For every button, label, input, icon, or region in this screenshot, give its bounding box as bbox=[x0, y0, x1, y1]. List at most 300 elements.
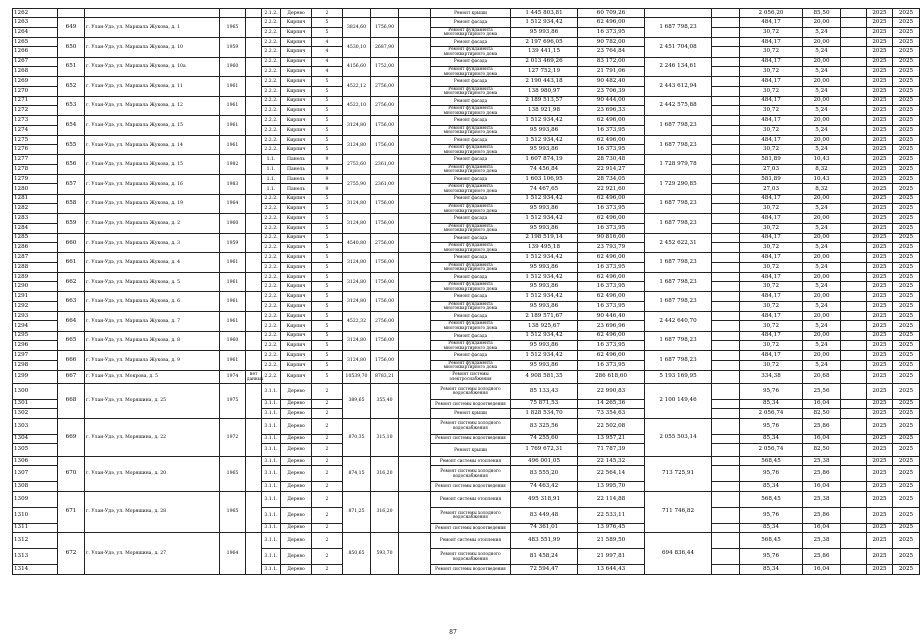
empty-cell bbox=[712, 434, 740, 443]
empty-cell bbox=[841, 482, 867, 491]
address-cell: г. Улан-Удэ, ул. Моряшина, д. 27 bbox=[85, 533, 220, 574]
wall-material-cell: Дерево bbox=[281, 434, 312, 443]
year-end-cell: 2025 bbox=[893, 37, 920, 46]
empty-cell bbox=[712, 66, 740, 76]
unit-cost-cell: 30,72 bbox=[740, 47, 803, 57]
year-start-cell: 2025 bbox=[867, 145, 893, 155]
empty-cell bbox=[399, 253, 431, 273]
row-number-cell: 1276 bbox=[13, 145, 58, 155]
work-type-cell: Ремонт системы холодного водоснабжения bbox=[431, 507, 511, 523]
cost-secondary-cell: 71 787,39 bbox=[578, 443, 645, 456]
unit-cost-cell: 30,72 bbox=[740, 86, 803, 96]
cost-cell: 1 445 803,81 bbox=[511, 9, 578, 18]
wall-material-cell: Дерево bbox=[281, 523, 312, 532]
address-cell: г. Улан-Удэ, ул. Маршала Жукова, д. 19 bbox=[85, 194, 220, 214]
unit-cost-cell: 581,89 bbox=[740, 175, 803, 184]
year-end-cell: 2025 bbox=[893, 66, 920, 76]
wall-material-cell: Дерево bbox=[281, 443, 312, 456]
category-cell: 2.2.2. bbox=[262, 262, 281, 272]
wall-material-cell: Дерево bbox=[281, 507, 312, 523]
address-cell: г. Улан-Удэ, ул. Маршала Жукова, д. 15 bbox=[85, 116, 220, 136]
year-start-cell: 2025 bbox=[867, 243, 893, 253]
year-start-cell: 2025 bbox=[867, 383, 893, 399]
floors-cell: 2 bbox=[312, 507, 343, 523]
address-cell: г. Улан-Удэ, ул. Маршала Жукова, д. 8 bbox=[85, 331, 220, 351]
unit-cost-cell: 334,38 bbox=[740, 370, 803, 383]
wall-material-cell: Панель bbox=[281, 155, 312, 164]
total-cost-cell: 2 452 622,31 bbox=[645, 233, 712, 253]
work-type-cell: Ремонт фасада bbox=[431, 57, 511, 66]
unit-cost-secondary-cell: 20,00 bbox=[803, 96, 841, 105]
cost-cell: 81 458,24 bbox=[511, 549, 578, 565]
empty-cell bbox=[399, 116, 431, 136]
unit-cost-secondary-cell: 5,24 bbox=[803, 223, 841, 233]
empty-cell bbox=[399, 351, 431, 371]
work-type-cell: Ремонт крыши bbox=[431, 9, 511, 18]
year-end-cell: 2025 bbox=[893, 341, 920, 351]
category-cell: 1.1. bbox=[262, 164, 281, 174]
work-type-cell: Ремонт фасада bbox=[431, 77, 511, 86]
year-start-cell: 2025 bbox=[867, 443, 893, 456]
cost-cell: 1 512 934,42 bbox=[511, 18, 578, 27]
work-type-cell: Ремонт крыши bbox=[431, 409, 511, 418]
unit-cost-secondary-cell: 20,00 bbox=[803, 312, 841, 321]
empty-cell bbox=[841, 9, 867, 18]
year-end-cell: 2025 bbox=[893, 223, 920, 233]
category-cell: 2.2.2. bbox=[262, 321, 281, 331]
work-type-cell: Ремонт фасада bbox=[431, 37, 511, 46]
build-year-cell: 1965 bbox=[220, 18, 246, 38]
wall-material-cell: Кирпич bbox=[281, 145, 312, 155]
cost-secondary-cell: 62 496,00 bbox=[578, 135, 645, 144]
year-start-cell: 2025 bbox=[867, 57, 893, 66]
cost-cell: 74 467,65 bbox=[511, 184, 578, 194]
empty-cell bbox=[841, 491, 867, 507]
work-type-cell: Ремонт фундамента многоквартирного дома bbox=[431, 184, 511, 194]
cost-cell: 83 555,20 bbox=[511, 466, 578, 482]
empty-cell bbox=[712, 549, 740, 565]
unit-cost-secondary-cell: 20,00 bbox=[803, 292, 841, 301]
unit-cost-cell: 484,17 bbox=[740, 214, 803, 223]
wall-material-cell: Кирпич bbox=[281, 282, 312, 292]
wall-material-cell: Кирпич bbox=[281, 321, 312, 331]
cost-secondary-cell: 14 265,36 bbox=[578, 399, 645, 408]
unit-cost-secondary-cell: 16,04 bbox=[803, 523, 841, 532]
year-start-cell: 2025 bbox=[867, 18, 893, 27]
row-number-cell: 1312 bbox=[13, 533, 58, 549]
cost-cell: 95 993,86 bbox=[511, 360, 578, 370]
empty-cell bbox=[712, 27, 740, 37]
floors-cell: 5 bbox=[312, 27, 343, 37]
building-number-cell: 660 bbox=[58, 233, 85, 253]
work-type-cell: Ремонт фасада bbox=[431, 312, 511, 321]
extra-info-cell bbox=[246, 233, 262, 253]
total-cost-cell bbox=[645, 9, 712, 18]
wall-material-cell: Кирпич bbox=[281, 253, 312, 262]
category-cell: 2.2.2. bbox=[262, 96, 281, 105]
living-area-cell: 1756,00 bbox=[371, 135, 399, 155]
category-cell: 3.1.1. bbox=[262, 565, 281, 574]
unit-cost-secondary-cell: 5,24 bbox=[803, 360, 841, 370]
year-end-cell: 2025 bbox=[893, 282, 920, 292]
empty-cell bbox=[712, 301, 740, 311]
floors-cell: 2 bbox=[312, 491, 343, 507]
empty-cell bbox=[712, 351, 740, 360]
year-start-cell: 2025 bbox=[867, 9, 893, 18]
cost-secondary-cell: 22 921,60 bbox=[578, 184, 645, 194]
year-end-cell: 2025 bbox=[893, 214, 920, 223]
year-end-cell: 2025 bbox=[893, 18, 920, 27]
category-cell: 2.2.2. bbox=[262, 214, 281, 223]
empty-cell bbox=[712, 360, 740, 370]
floors-cell: 4 bbox=[312, 57, 343, 66]
extra-info-cell bbox=[246, 135, 262, 155]
category-cell: 2.2.2. bbox=[262, 341, 281, 351]
row-number-cell: 1285 bbox=[13, 233, 58, 242]
year-end-cell: 2025 bbox=[893, 77, 920, 86]
year-end-cell: 2025 bbox=[893, 96, 920, 105]
total-area-cell: 3124,80 bbox=[343, 292, 371, 312]
building-number-cell: 669 bbox=[58, 418, 85, 456]
unit-cost-secondary-cell: 5,24 bbox=[803, 203, 841, 213]
unit-cost-secondary-cell: 20,00 bbox=[803, 253, 841, 262]
year-end-cell: 2025 bbox=[893, 331, 920, 340]
total-area-cell: 871,25 bbox=[343, 491, 371, 532]
empty-cell bbox=[399, 292, 431, 312]
year-start-cell: 2025 bbox=[867, 491, 893, 507]
empty-cell bbox=[399, 331, 431, 351]
year-end-cell: 2025 bbox=[893, 106, 920, 116]
wall-material-cell: Дерево bbox=[281, 383, 312, 399]
year-start-cell: 2025 bbox=[867, 456, 893, 465]
empty-cell bbox=[399, 214, 431, 234]
table-row bbox=[13, 491, 920, 507]
category-cell: 3.1.1. bbox=[262, 466, 281, 482]
unit-cost-secondary-cell: 20,00 bbox=[803, 37, 841, 46]
unit-cost-cell: 484,17 bbox=[740, 292, 803, 301]
year-start-cell: 2025 bbox=[867, 341, 893, 351]
wall-material-cell: Кирпич bbox=[281, 86, 312, 96]
cost-cell: 138 925,67 bbox=[511, 321, 578, 331]
work-type-cell: Ремонт фасада bbox=[431, 96, 511, 105]
empty-cell bbox=[399, 456, 431, 491]
year-end-cell: 2025 bbox=[893, 253, 920, 262]
year-start-cell: 2025 bbox=[867, 418, 893, 434]
empty-cell bbox=[841, 77, 867, 86]
living-area-cell: 1756,00 bbox=[371, 214, 399, 234]
empty-cell bbox=[712, 9, 740, 18]
work-type-cell: Ремонт системы водоотведения bbox=[431, 565, 511, 574]
year-end-cell: 2025 bbox=[893, 135, 920, 144]
build-year-cell: 1960 bbox=[220, 214, 246, 234]
floors-cell: 5 bbox=[312, 370, 343, 383]
year-start-cell: 2025 bbox=[867, 360, 893, 370]
cost-cell: 95 993,86 bbox=[511, 341, 578, 351]
floors-cell: 5 bbox=[312, 214, 343, 223]
cost-cell: 95 993,86 bbox=[511, 203, 578, 213]
empty-cell bbox=[712, 243, 740, 253]
cost-cell: 138 921,98 bbox=[511, 106, 578, 116]
empty-cell bbox=[712, 214, 740, 223]
work-type-cell: Ремонт фундамента многоквартирного дома bbox=[431, 47, 511, 57]
empty-cell bbox=[841, 155, 867, 164]
category-cell: 3.1.1. bbox=[262, 434, 281, 443]
category-cell: 3.1.1. bbox=[262, 507, 281, 523]
table-row bbox=[13, 292, 920, 301]
unit-cost-cell: 85,34 bbox=[740, 399, 803, 408]
empty-cell bbox=[399, 312, 431, 332]
category-cell: 3.1.1. bbox=[262, 523, 281, 532]
floors-cell: 5 bbox=[312, 106, 343, 116]
floors-cell: 5 bbox=[312, 272, 343, 281]
unit-cost-cell: 30,72 bbox=[740, 145, 803, 155]
floors-cell: 2 bbox=[312, 399, 343, 408]
cost-cell: 83 449,48 bbox=[511, 507, 578, 523]
wall-material-cell: Кирпич bbox=[281, 214, 312, 223]
empty-cell bbox=[712, 164, 740, 174]
cost-secondary-cell: 62 496,00 bbox=[578, 351, 645, 360]
table-row bbox=[13, 18, 920, 27]
year-end-cell: 2025 bbox=[893, 321, 920, 331]
work-type-cell: Ремонт фундамента многоквартирного дома bbox=[431, 86, 511, 96]
cost-secondary-cell: 16 373,95 bbox=[578, 145, 645, 155]
unit-cost-cell: 484,17 bbox=[740, 96, 803, 105]
living-area-cell: 1756,00 bbox=[371, 331, 399, 351]
unit-cost-cell: 95,76 bbox=[740, 466, 803, 482]
cost-secondary-cell: 28 730,48 bbox=[578, 155, 645, 164]
work-type-cell: Ремонт фундамента многоквартирного дома bbox=[431, 203, 511, 213]
empty-cell bbox=[712, 292, 740, 301]
total-area-cell: 3124,80 bbox=[343, 194, 371, 214]
unit-cost-cell: 484,17 bbox=[740, 57, 803, 66]
row-number-cell: 1275 bbox=[13, 135, 58, 144]
wall-material-cell: Кирпич bbox=[281, 301, 312, 311]
cost-secondary-cell: 90 782,00 bbox=[578, 37, 645, 46]
unit-cost-secondary-cell: 25,86 bbox=[803, 466, 841, 482]
unit-cost-cell: 2 056,20 bbox=[740, 9, 803, 18]
category-cell: 2.2.2. bbox=[262, 37, 281, 46]
cost-cell: 496 001,05 bbox=[511, 456, 578, 465]
total-area-cell: 3124,80 bbox=[343, 331, 371, 351]
unit-cost-secondary-cell: 5,24 bbox=[803, 47, 841, 57]
cost-cell: 72 594,47 bbox=[511, 565, 578, 574]
unit-cost-secondary-cell: 20,00 bbox=[803, 135, 841, 144]
floors-cell: 2 bbox=[312, 466, 343, 482]
table-row bbox=[13, 351, 920, 360]
total-cost-cell: 2 451 704,08 bbox=[645, 37, 712, 57]
category-cell: 3.1.1. bbox=[262, 549, 281, 565]
extra-info-cell bbox=[246, 292, 262, 312]
cost-secondary-cell: 16 373,95 bbox=[578, 203, 645, 213]
category-cell: 2.2.2. bbox=[262, 77, 281, 86]
total-area-cell: 2753,60 bbox=[343, 155, 371, 175]
cost-secondary-cell: 16 373,95 bbox=[578, 282, 645, 292]
empty-cell bbox=[841, 341, 867, 351]
unit-cost-secondary-cell: 20,00 bbox=[803, 233, 841, 242]
empty-cell bbox=[841, 37, 867, 46]
unit-cost-cell: 484,17 bbox=[740, 116, 803, 125]
unit-cost-secondary-cell: 85,50 bbox=[803, 9, 841, 18]
empty-cell bbox=[712, 57, 740, 66]
category-cell: 2.2.2. bbox=[262, 203, 281, 213]
work-type-cell: Ремонт системы водоотведения bbox=[431, 523, 511, 532]
row-number-cell: 1290 bbox=[13, 282, 58, 292]
total-area-cell: 3124,80 bbox=[343, 351, 371, 371]
extra-info-cell bbox=[246, 312, 262, 332]
unit-cost-cell: 30,72 bbox=[740, 341, 803, 351]
unit-cost-secondary-cell: 5,24 bbox=[803, 262, 841, 272]
cost-secondary-cell: 286 618,60 bbox=[578, 370, 645, 383]
cost-secondary-cell: 62 496,00 bbox=[578, 292, 645, 301]
empty-cell bbox=[712, 456, 740, 465]
building-number-cell: 665 bbox=[58, 331, 85, 351]
year-start-cell: 2025 bbox=[867, 482, 893, 491]
total-cost-cell: 1 687 798,23 bbox=[645, 214, 712, 234]
unit-cost-cell: 30,72 bbox=[740, 321, 803, 331]
extra-info-cell bbox=[246, 331, 262, 351]
wall-material-cell: Кирпич bbox=[281, 135, 312, 144]
wall-material-cell: Кирпич bbox=[281, 194, 312, 203]
cost-cell: 2 189 513,57 bbox=[511, 96, 578, 105]
category-cell: 2.2.2. bbox=[262, 351, 281, 360]
wall-material-cell: Кирпич bbox=[281, 341, 312, 351]
empty-cell bbox=[841, 523, 867, 532]
year-end-cell: 2025 bbox=[893, 57, 920, 66]
floors-cell: 2 bbox=[312, 418, 343, 434]
address-cell: г. Улан-Удэ, ул. Маршала Жукова, д. 12 bbox=[85, 96, 220, 116]
empty-cell bbox=[712, 533, 740, 549]
empty-cell bbox=[712, 175, 740, 184]
empty-cell bbox=[712, 523, 740, 532]
cost-secondary-cell: 22 114,88 bbox=[578, 491, 645, 507]
work-type-cell: Ремонт фасада bbox=[431, 292, 511, 301]
year-start-cell: 2025 bbox=[867, 466, 893, 482]
build-year-cell: 1982 bbox=[220, 155, 246, 175]
unit-cost-secondary-cell: 10,43 bbox=[803, 175, 841, 184]
building-number-cell: 651 bbox=[58, 57, 85, 77]
unit-cost-secondary-cell: 5,24 bbox=[803, 321, 841, 331]
category-cell: 2.2.2. bbox=[262, 312, 281, 321]
build-year-cell: 1961 bbox=[220, 77, 246, 97]
cost-secondary-cell: 16 373,95 bbox=[578, 360, 645, 370]
row-number-cell: 1265 bbox=[13, 37, 58, 46]
address-cell: г. Улан-Удэ, ул. Моряшина, д. 20 bbox=[85, 456, 220, 491]
work-type-cell: Ремонт фасада bbox=[431, 135, 511, 144]
year-start-cell: 2025 bbox=[867, 135, 893, 144]
total-cost-cell: 1 687 798,23 bbox=[645, 351, 712, 371]
wall-material-cell: Кирпич bbox=[281, 66, 312, 76]
empty-cell bbox=[841, 434, 867, 443]
cost-secondary-cell: 62 496,00 bbox=[578, 272, 645, 281]
row-number-cell: 1280 bbox=[13, 184, 58, 194]
wall-material-cell: Панель bbox=[281, 184, 312, 194]
empty-cell bbox=[841, 466, 867, 482]
row-number-cell: 1300 bbox=[13, 383, 58, 399]
build-year-cell: 1972 bbox=[220, 418, 246, 456]
wall-material-cell: Кирпич bbox=[281, 370, 312, 383]
unit-cost-secondary-cell: 25,38 bbox=[803, 456, 841, 465]
year-end-cell: 2025 bbox=[893, 565, 920, 574]
category-cell: 2.2.2. bbox=[262, 292, 281, 301]
address-cell: г. Улан-Удэ, ул. Маршала Жукова, д. 15 bbox=[85, 155, 220, 175]
row-number-cell: 1302 bbox=[13, 409, 58, 418]
empty-cell bbox=[841, 125, 867, 135]
row-number-cell: 1287 bbox=[13, 253, 58, 262]
work-type-cell: Ремонт фундамента многоквартирного дома bbox=[431, 66, 511, 76]
extra-info-cell bbox=[246, 175, 262, 195]
work-type-cell: Ремонт фасада bbox=[431, 272, 511, 281]
year-start-cell: 2025 bbox=[867, 301, 893, 311]
year-end-cell: 2025 bbox=[893, 9, 920, 18]
category-cell: 3.1.1. bbox=[262, 482, 281, 491]
empty-cell bbox=[712, 399, 740, 408]
floors-cell: 2 bbox=[312, 9, 343, 18]
year-start-cell: 2025 bbox=[867, 164, 893, 174]
category-cell: 2.2.2. bbox=[262, 125, 281, 135]
floors-cell: 4 bbox=[312, 37, 343, 46]
living-area-cell: 316,20 bbox=[371, 456, 399, 491]
address-cell: г. Улан-Удэ, ул. Маршала Жукова, д. 9 bbox=[85, 351, 220, 371]
total-cost-cell: 1 687 798,23 bbox=[645, 331, 712, 351]
year-start-cell: 2025 bbox=[867, 116, 893, 125]
cost-secondary-cell: 22 502,08 bbox=[578, 418, 645, 434]
year-start-cell: 2025 bbox=[867, 184, 893, 194]
unit-cost-secondary-cell: 25,86 bbox=[803, 418, 841, 434]
unit-cost-secondary-cell: 8,32 bbox=[803, 184, 841, 194]
empty-cell bbox=[399, 18, 431, 38]
unit-cost-secondary-cell: 10,43 bbox=[803, 155, 841, 164]
unit-cost-cell: 27,03 bbox=[740, 164, 803, 174]
address-cell: г. Улан-Удэ, ул. Маршала Жукова, д. 14 bbox=[85, 135, 220, 155]
wall-material-cell: Кирпич bbox=[281, 360, 312, 370]
building-number-cell: 655 bbox=[58, 135, 85, 155]
wall-material-cell: Кирпич bbox=[281, 233, 312, 242]
living-area-cell: 2361,00 bbox=[371, 155, 399, 175]
floors-cell: 5 bbox=[312, 292, 343, 301]
unit-cost-secondary-cell: 20,00 bbox=[803, 18, 841, 27]
empty-cell bbox=[841, 282, 867, 292]
cost-cell: 1 512 934,42 bbox=[511, 194, 578, 203]
cost-secondary-cell: 13 995,70 bbox=[578, 482, 645, 491]
year-end-cell: 2025 bbox=[893, 155, 920, 164]
unit-cost-secondary-cell: 5,24 bbox=[803, 125, 841, 135]
empty-cell bbox=[841, 351, 867, 360]
unit-cost-secondary-cell: 5,24 bbox=[803, 145, 841, 155]
empty-cell bbox=[712, 116, 740, 125]
year-end-cell: 2025 bbox=[893, 491, 920, 507]
total-cost-cell: 1 687 798,23 bbox=[645, 292, 712, 312]
unit-cost-secondary-cell: 25,56 bbox=[803, 383, 841, 399]
empty-cell bbox=[841, 565, 867, 574]
year-end-cell: 2025 bbox=[893, 409, 920, 418]
empty-cell bbox=[712, 135, 740, 144]
row-number-cell: 1269 bbox=[13, 77, 58, 86]
empty-cell bbox=[841, 194, 867, 203]
unit-cost-cell: 568,45 bbox=[740, 533, 803, 549]
empty-cell bbox=[712, 491, 740, 507]
category-cell: 2.2.2. bbox=[262, 145, 281, 155]
year-start-cell: 2025 bbox=[867, 262, 893, 272]
empty-cell bbox=[841, 443, 867, 456]
total-cost-cell: 1 728 979,78 bbox=[645, 155, 712, 175]
year-start-cell: 2025 bbox=[867, 223, 893, 233]
unit-cost-cell: 30,72 bbox=[740, 66, 803, 76]
row-number-cell: 1284 bbox=[13, 223, 58, 233]
cost-secondary-cell: 83 172,00 bbox=[578, 57, 645, 66]
total-cost-cell: 1 687 798,23 bbox=[645, 116, 712, 136]
cost-cell: 1 512 934,42 bbox=[511, 214, 578, 223]
category-cell: 3.1.1. bbox=[262, 383, 281, 399]
